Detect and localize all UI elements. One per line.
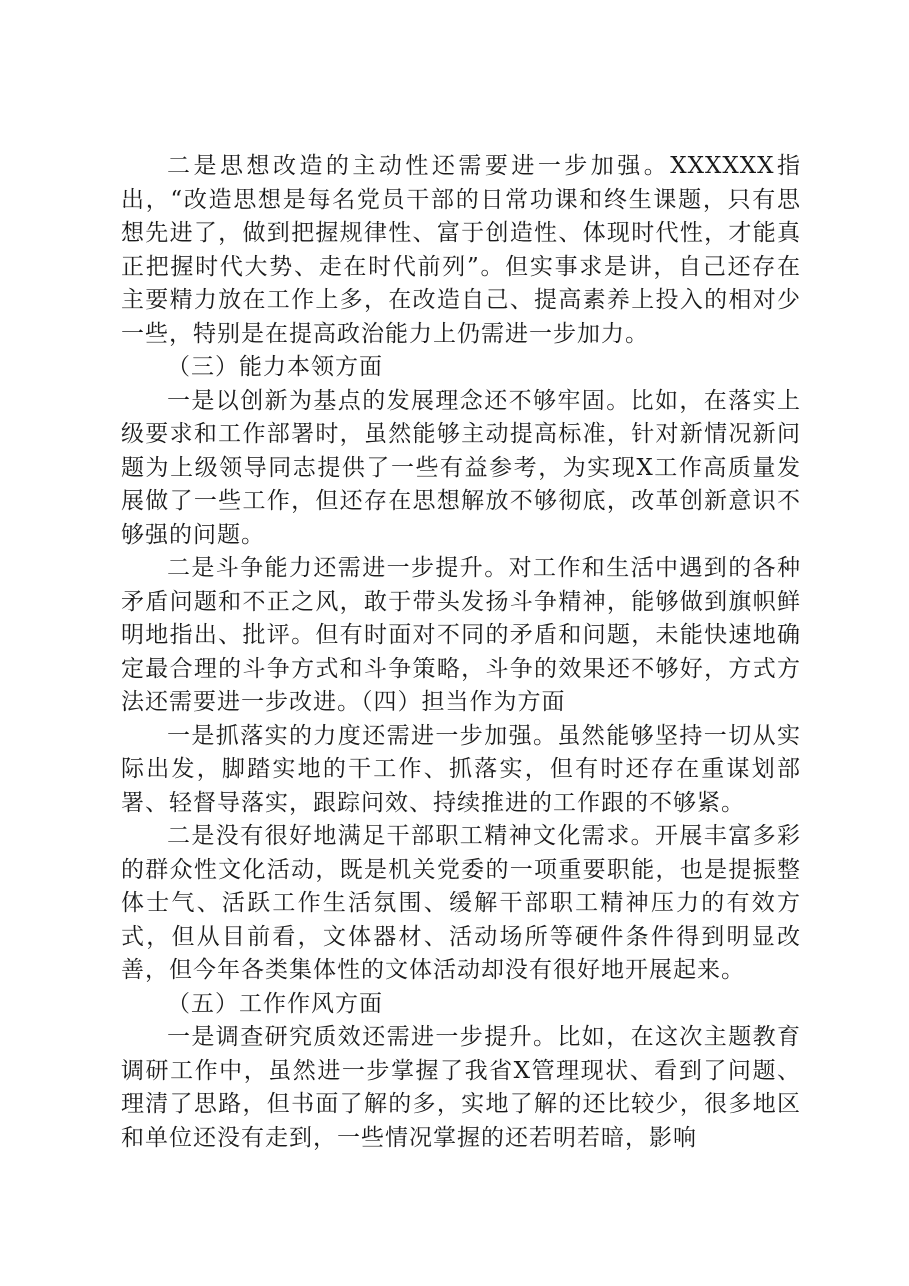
- paragraph-cultural-needs: 二是没有很好地满足干部职工精神文化需求。开展丰富多彩的群众性文化活动，既是机关党委的一项重要职能，也是提振整体士气、活跃工作生活氛围、缓解干部职工精神压力的有效方式，但从目前看，文体器材、活动场所等硬件条件得到明显改善，但今年各类集体性的文体活动却没有很好地开展起来。: [121, 823, 801, 983]
- paragraph-research: 一是调查研究质效还需进一步提升。比如，在这次主题教育调研工作中，虽然进一步掌握了我省X管理现状、看到了问题、理清了思路，但书面了解的多，实地了解的还比较少，很多地区和单位还没有走到，一些情况掌握的还若明若暗，影响: [121, 1024, 801, 1151]
- paragraph-struggle-ability: 二是斗争能力还需进一步提升。对工作和生活中遇到的各种矛盾问题和不正之风，敢于带头发扬斗争精神，能够做到旗帜鲜明地指出、批评。但有时面对不同的矛盾和问题，未能快速地确定最合理的斗争方式和斗争策略，斗争的效果还不够好，方式方法还需要进一步改进。（四）担当作为方面: [121, 555, 801, 715]
- section-heading-work-style: （五）工作作风方面: [167, 990, 383, 1017]
- paragraph-thought-reform: 二是思想改造的主动性还需要进一步加强。XXXXXX指出，“改造思想是每名党员干部的日常功课和终生课题，只有思想先进了，做到把握规律性、富于创造性、体现时代性，才能真正把握时代大势、走在时代前列”。但实事求是讲，自己还存在主要精力放在工作上多，在改造自己、提高素养上投入的相对少一些，特别是在提高政治能力上仍需进一步加力。: [121, 153, 801, 347]
- paragraph-implementation: 一是抓落实的力度还需进一步加强。虽然能够坚持一切从实际出发，脚踏实地的干工作、抓落实，但有时还存在重谋划部署、轻督导落实，跟踪问效、持续推进的工作跟的不够紧。: [121, 722, 801, 816]
- paragraph-innovation: 一是以创新为基点的发展理念还不够牢固。比如，在落实上级要求和工作部署时，虽然能够主动提高标准，针对新情况新问题为上级领导同志提供了一些有益参考，为实现X工作高质量发展做了一些工作，但还存在思想解放不够彻底，改革创新意识不够强的问题。: [121, 387, 801, 548]
- section-heading-ability: （三）能力本领方面: [167, 354, 383, 380]
- document-body: [121, 150, 801, 1155]
